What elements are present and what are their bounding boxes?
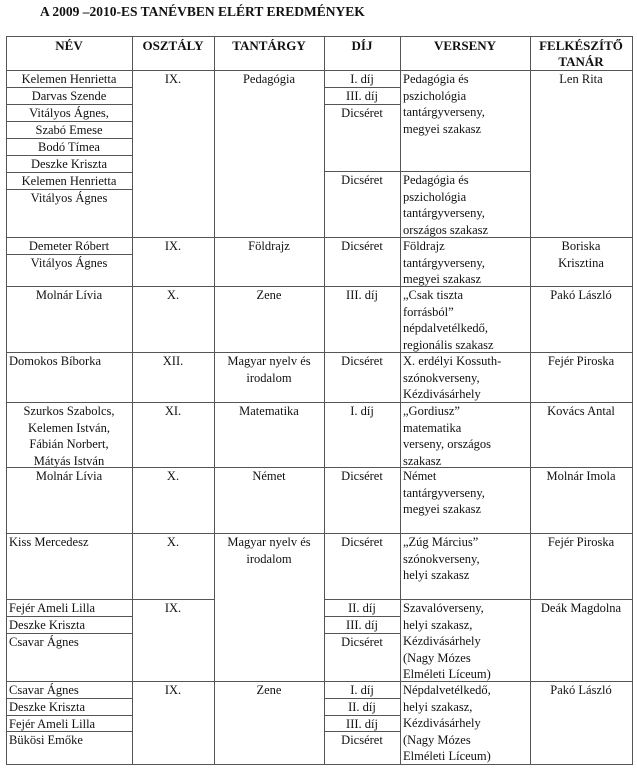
student-name: Molnár Lívia — [35, 288, 103, 302]
header-competition: VERSENY — [433, 38, 497, 53]
student-name: Deszke Kriszta — [30, 157, 107, 171]
competition-cell: X. erdélyi Kossuth- szónokverseny, Kézdivásárhely — [403, 354, 502, 401]
row-divider — [6, 138, 133, 139]
award-cell: Dicséret — [341, 354, 383, 368]
competition-cell: Népdalvetélkedő, helyi szakasz, Kézdivásárhely (Nagy Mózes Elméleti Líceum) — [403, 683, 491, 763]
row-divider — [6, 715, 133, 716]
column-divider — [324, 36, 325, 765]
award-cell: Dicséret — [341, 733, 383, 747]
student-name: Csavar Ágnes — [9, 635, 79, 649]
subject-cell: Zene — [256, 288, 282, 302]
header-teacher: FELKÉSZÍTŐ TANÁR — [539, 38, 623, 69]
subject-cell: Német — [252, 469, 286, 483]
column-divider — [530, 36, 531, 765]
row-divider — [6, 121, 133, 122]
column-divider — [214, 36, 215, 765]
column-divider — [132, 36, 133, 765]
row-divider — [6, 36, 633, 37]
row-divider — [324, 698, 401, 699]
row-divider — [6, 633, 133, 634]
competition-cell: Földrajz tantárgyverseny, megyei szakasz — [403, 239, 485, 286]
competition-cell: Szavalóverseny, helyi szakasz, Kézdivásárhely (Nagy Mózes Elméleti Líceum) — [403, 601, 491, 681]
header-award: DÍJ — [351, 38, 373, 53]
subject-cell: Magyar nyelv és irodalom — [227, 354, 311, 385]
row-divider — [324, 87, 401, 88]
competition-cell: Pedagógia és pszichológia tantárgyverseny, megyei szakasz — [403, 72, 485, 136]
award-cell: Dicséret — [341, 106, 383, 120]
teacher-cell: Deák Magdolna — [540, 601, 622, 615]
class-cell: IX. — [164, 239, 182, 253]
subject-cell: Matematika — [239, 404, 299, 418]
student-name: Fejér Ameli Lilla — [9, 601, 96, 615]
teacher-cell: Pakó László — [550, 683, 612, 697]
row-divider — [6, 70, 633, 71]
competition-cell: Német tantárgyverseny, megyei szakasz — [403, 469, 485, 516]
subject-cell: Pedagógia — [242, 72, 296, 86]
header-class: OSZTÁLY — [142, 38, 204, 53]
column-divider — [400, 36, 401, 765]
award-cell: III. díj — [346, 618, 378, 632]
award-cell: Dicséret — [341, 635, 383, 649]
row-divider — [324, 104, 401, 105]
student-name: Kiss Mercedesz — [9, 535, 89, 549]
award-cell: II. díj — [348, 700, 376, 714]
student-name: Darvas Szende — [31, 89, 107, 103]
award-cell: III. díj — [346, 288, 378, 302]
subject-cell: Zene — [256, 683, 282, 697]
student-name: Bodó Tímea — [38, 140, 100, 154]
award-cell: III. díj — [346, 89, 378, 103]
competition-cell: „Csak tiszta forrásból” népdalvetélkedő, regionális szakasz — [403, 288, 494, 352]
award-cell: Dicséret — [341, 239, 383, 253]
student-name: Szurkos Szabolcs, Kelemen István, Fábián Norbert, Mátyás István — [23, 404, 115, 467]
class-cell: XII. — [162, 354, 184, 368]
competition-cell: Pedagógia és pszichológia tantárgyverseny, országos szakasz — [403, 173, 489, 237]
student-name: Bükösi Emőke — [9, 733, 83, 747]
student-name: Vitályos Ágnes — [30, 256, 108, 270]
row-divider — [6, 764, 633, 765]
student-name: Kelemen Henrietta — [21, 174, 117, 188]
student-name: Vitályos Ágnes, — [29, 106, 109, 120]
teacher-cell: Kovács Antal — [547, 404, 615, 418]
student-name: Deszke Kriszta — [9, 618, 86, 632]
class-cell: XI. — [164, 404, 182, 418]
teacher-cell: Molnár Imola — [546, 469, 616, 483]
student-name: Fejér Ameli Lilla — [9, 717, 96, 731]
award-cell: II. díj — [348, 601, 376, 615]
column-divider — [6, 36, 7, 765]
row-divider — [324, 633, 401, 634]
row-divider — [6, 104, 133, 105]
row-divider — [324, 731, 401, 732]
competition-cell: „Gordiusz” matematika verseny, országos szakasz — [403, 404, 492, 467]
row-divider — [6, 616, 133, 617]
teacher-cell: Fejér Piroska — [547, 354, 615, 368]
subject-cell: Magyar nyelv és irodalom — [227, 535, 311, 566]
student-name: Csavar Ágnes — [9, 683, 79, 697]
teacher-cell: Len Rita — [559, 72, 603, 86]
teacher-cell: Pakó László — [550, 288, 612, 302]
class-cell: X. — [166, 469, 180, 483]
student-name: Szabó Emese — [35, 123, 103, 137]
award-cell: I. díj — [350, 72, 374, 86]
row-divider — [6, 254, 133, 255]
student-name: Vitályos Ágnes — [30, 191, 108, 205]
row-divider — [324, 616, 401, 617]
competition-cell: „Zúg Március” szónokverseny, helyi szakasz — [403, 535, 480, 582]
class-cell: X. — [166, 288, 180, 302]
class-cell: IX. — [164, 601, 182, 615]
award-cell: Dicséret — [341, 535, 383, 549]
row-divider — [324, 171, 401, 172]
row-divider — [6, 731, 133, 732]
student-name: Domokos Bíborka — [9, 354, 102, 368]
class-cell: IX. — [164, 72, 182, 86]
teacher-cell: Fejér Piroska — [547, 535, 615, 549]
award-cell: III. díj — [346, 717, 378, 731]
header-subject: TANTÁRGY — [232, 38, 306, 53]
award-cell: Dicséret — [341, 173, 383, 187]
row-divider — [324, 715, 401, 716]
student-name: Molnár Lívia — [35, 469, 103, 483]
row-divider — [400, 171, 531, 172]
award-cell: I. díj — [350, 404, 374, 418]
class-cell: X. — [166, 535, 180, 549]
student-name: Demeter Róbert — [28, 239, 110, 253]
student-name: Kelemen Henrietta — [21, 72, 117, 86]
row-divider — [6, 155, 133, 156]
column-divider — [632, 36, 633, 765]
row-divider — [6, 698, 133, 699]
award-cell: I. díj — [350, 683, 374, 697]
student-name: Deszke Kriszta — [9, 700, 86, 714]
subject-cell: Földrajz — [248, 239, 290, 253]
page-title: A 2009 –2010-ES TANÉVBEN ELÉRT EREDMÉNYEK — [40, 4, 365, 19]
row-divider — [6, 87, 133, 88]
row-divider — [6, 172, 133, 173]
class-cell: IX. — [164, 683, 182, 697]
teacher-cell: Boriska Krisztina — [558, 239, 604, 270]
header-name: NÉV — [55, 38, 83, 53]
award-cell: Dicséret — [341, 469, 383, 483]
row-divider — [6, 189, 133, 190]
